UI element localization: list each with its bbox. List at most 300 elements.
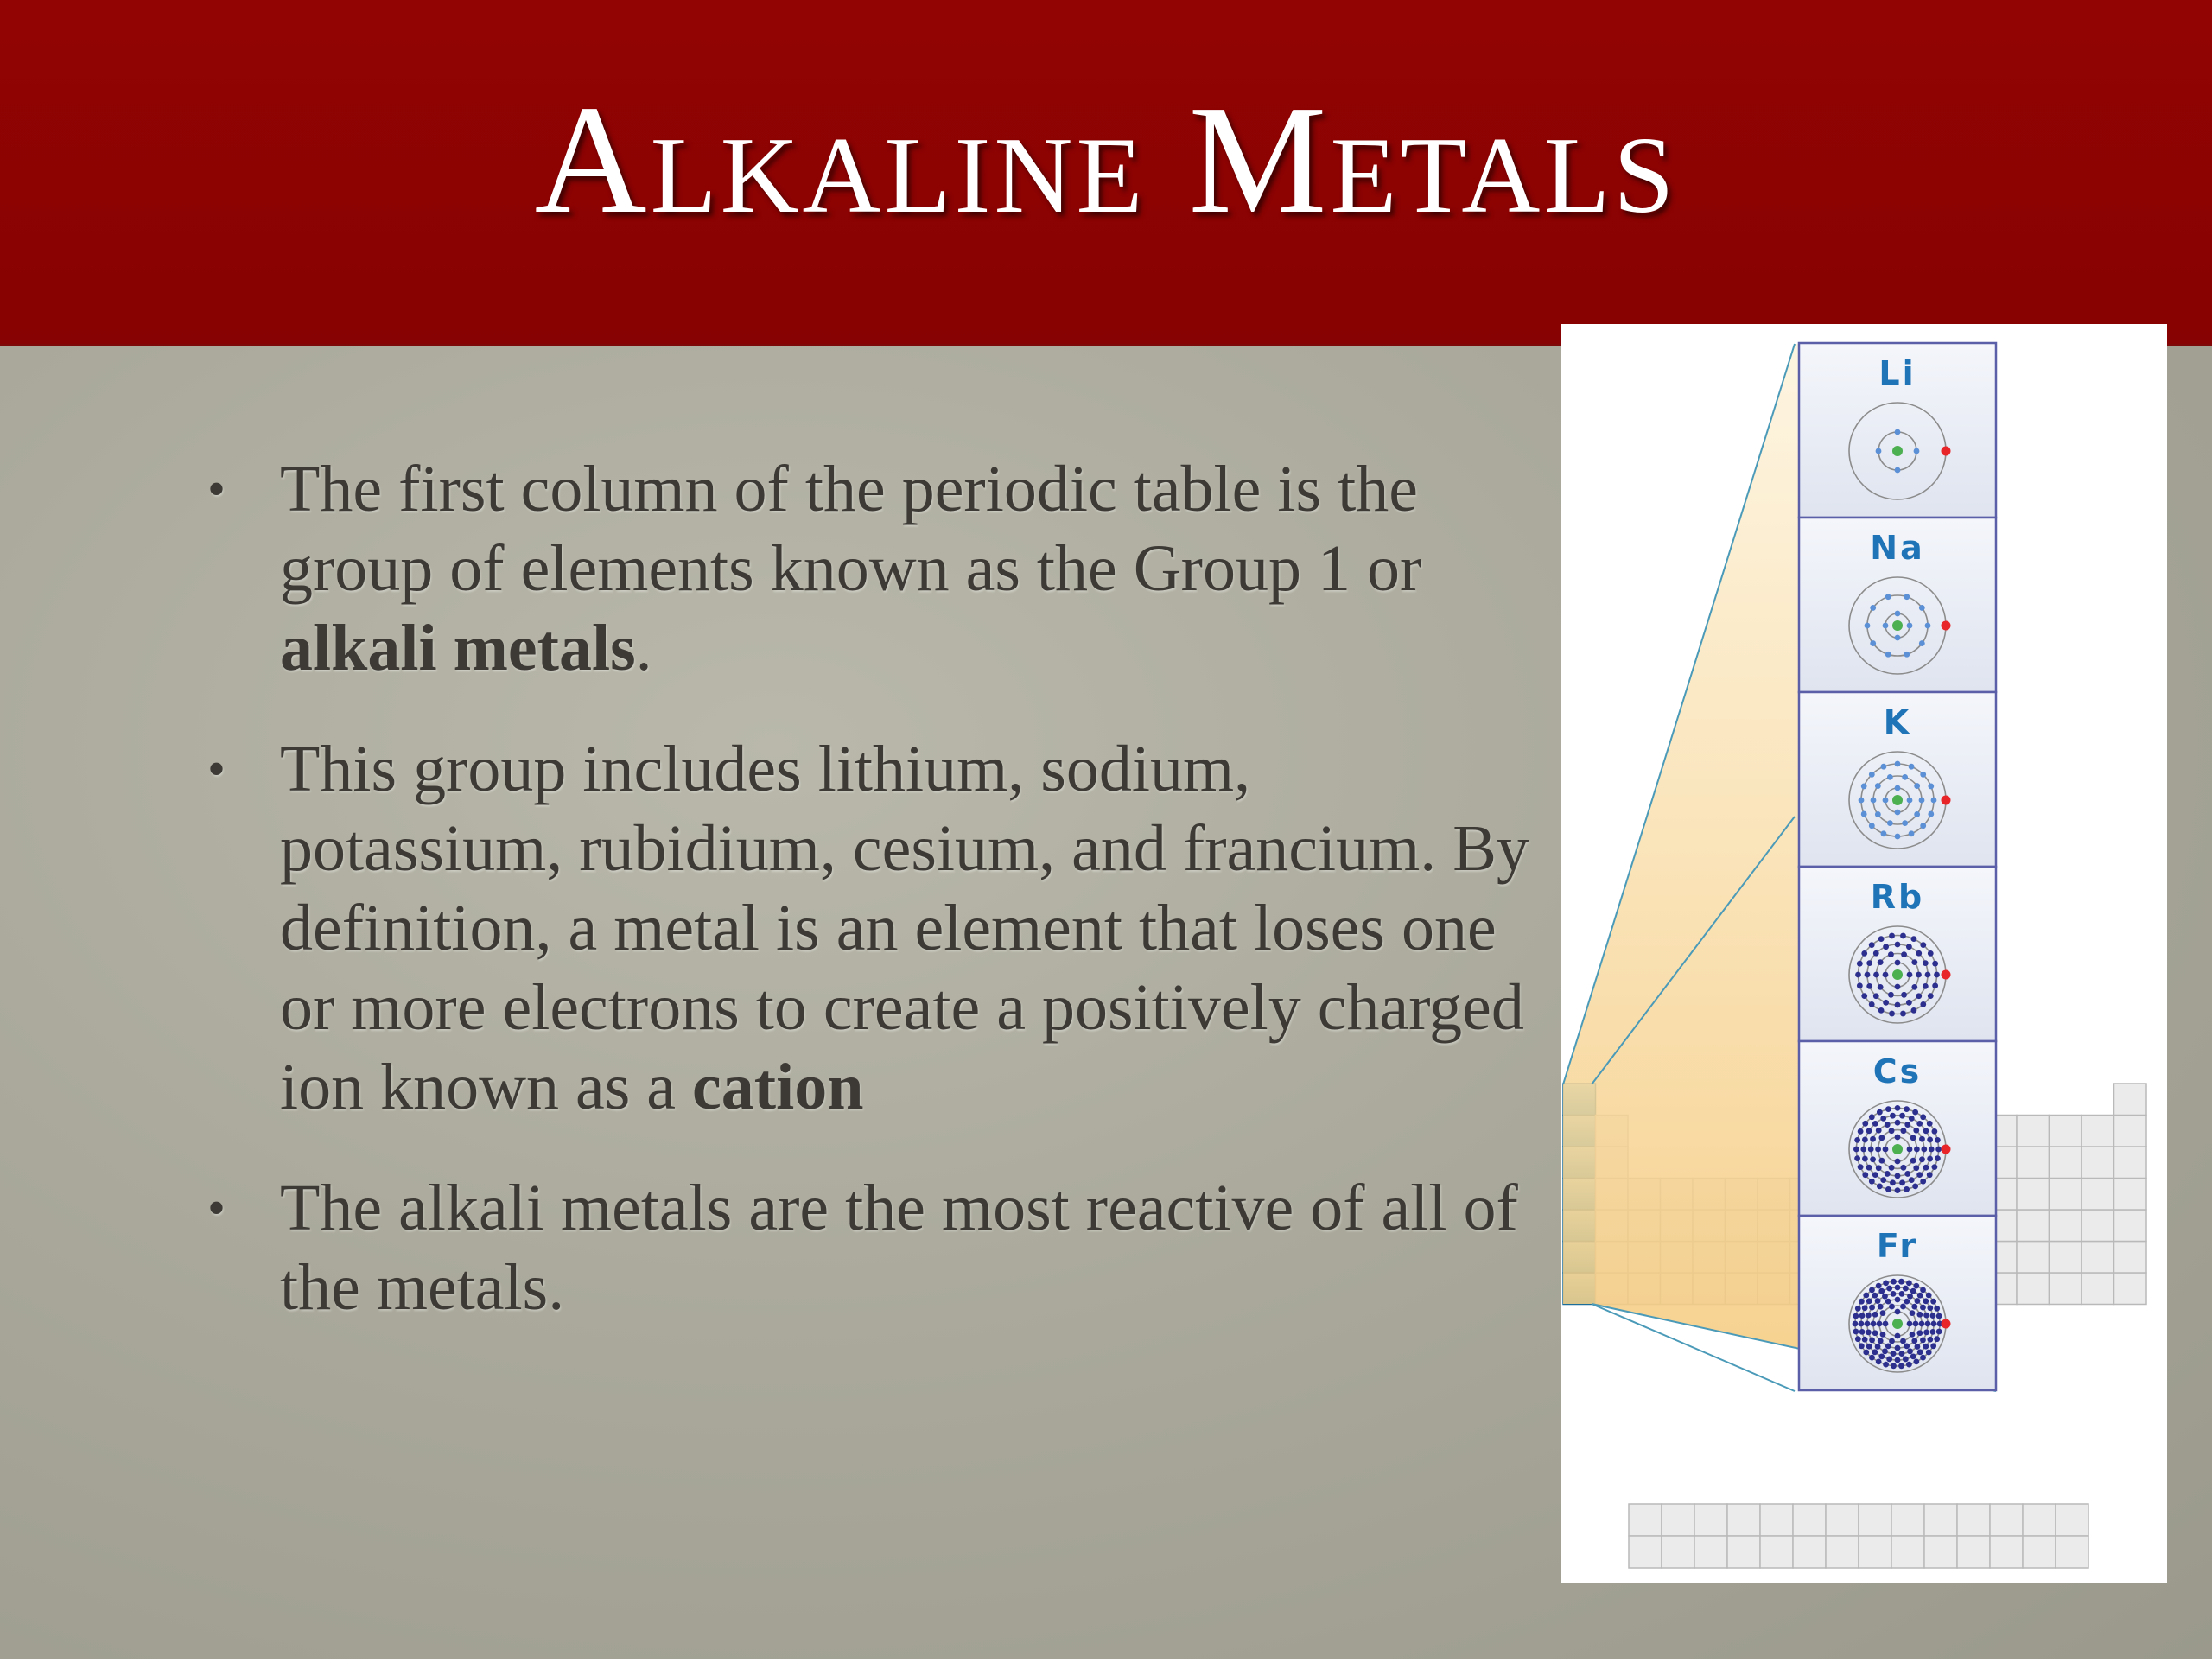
electron	[1911, 936, 1917, 942]
electron	[1911, 984, 1917, 990]
table-cell	[1990, 1504, 2023, 1536]
table-cell	[2050, 1147, 2082, 1179]
electron	[1910, 1288, 1916, 1294]
electron	[1891, 1291, 1897, 1297]
electron	[1883, 1147, 1889, 1153]
valence-electron	[1942, 796, 1951, 805]
table-cell	[2114, 1084, 2147, 1116]
electron	[1904, 594, 1910, 600]
electron	[1907, 798, 1913, 804]
electron	[1891, 1351, 1897, 1357]
electron	[1920, 1001, 1926, 1007]
electron	[1866, 983, 1872, 989]
electron	[1858, 1128, 1864, 1135]
electron	[1886, 1357, 1892, 1363]
electron	[1885, 1106, 1891, 1112]
table-cell	[2082, 1179, 2114, 1211]
electron	[1895, 761, 1901, 767]
element-card-li	[1799, 343, 1996, 518]
electron	[1923, 1165, 1929, 1171]
table-cell	[2017, 1147, 2050, 1179]
table-cell	[2082, 1116, 2114, 1147]
element-symbol: Na	[1870, 529, 1925, 567]
electron	[1907, 623, 1913, 629]
electron	[1875, 1298, 1881, 1304]
electron	[1869, 1338, 1875, 1344]
electron	[1901, 992, 1907, 998]
electron	[1930, 1343, 1936, 1349]
electron	[1866, 1344, 1872, 1350]
electron	[1907, 1294, 1913, 1300]
element-cards	[1799, 343, 1996, 1390]
electron	[1889, 933, 1895, 939]
electron	[1920, 1114, 1926, 1120]
electron	[1865, 623, 1871, 629]
electron	[1859, 1321, 1865, 1327]
electron	[1895, 1333, 1901, 1339]
electron	[1910, 1310, 1916, 1316]
electron	[1878, 1135, 1885, 1141]
electron	[1880, 1332, 1886, 1338]
electron	[1866, 1298, 1872, 1304]
table-cell	[1924, 1504, 1957, 1536]
electron	[1865, 1321, 1871, 1327]
bullet-item-1: • The first column of the periodic table is the group of elements known as the Group 1 or alkali metals.	[207, 449, 1538, 688]
electron	[1900, 1304, 1906, 1310]
electron	[1919, 1136, 1925, 1142]
electron	[1869, 1305, 1875, 1311]
table-cell	[2017, 1273, 2050, 1305]
electron	[1934, 1306, 1940, 1312]
electron	[1862, 1121, 1868, 1127]
electron	[1921, 1147, 1927, 1153]
electron	[1904, 1343, 1910, 1349]
electron	[1916, 1172, 1923, 1178]
electron	[1913, 1165, 1919, 1171]
electron	[1930, 1329, 1936, 1335]
electron	[1878, 1353, 1885, 1359]
electron	[1895, 1309, 1901, 1315]
electron	[1914, 811, 1920, 817]
electron	[1915, 1298, 1921, 1304]
table-cell	[1826, 1536, 1859, 1568]
electron	[1881, 830, 1887, 836]
bullet-icon: •	[207, 1179, 226, 1236]
electron	[1899, 1179, 1905, 1185]
electron	[1877, 1183, 1883, 1189]
electron	[1898, 1279, 1904, 1285]
electron	[1903, 1286, 1909, 1292]
electron	[1895, 785, 1901, 791]
element-card-na	[1799, 518, 1996, 692]
electron	[1923, 1298, 1929, 1304]
electron	[1876, 448, 1882, 454]
electron	[1906, 1362, 1912, 1368]
electron	[1910, 1135, 1916, 1141]
electron	[1910, 1158, 1916, 1164]
electron	[1904, 652, 1910, 658]
electron	[1917, 1349, 1923, 1355]
electron	[1869, 823, 1875, 829]
electron	[1895, 1297, 1901, 1303]
electron	[1904, 1299, 1910, 1305]
electron	[1869, 772, 1875, 778]
valence-electron	[1942, 447, 1951, 456]
electron	[1926, 1293, 1932, 1299]
electron	[1919, 798, 1925, 804]
table-cell	[2050, 1273, 2082, 1305]
electron	[1935, 1155, 1941, 1161]
slide-title: Alkaline Metals	[534, 73, 1678, 245]
table-cell	[1859, 1536, 1891, 1568]
electron	[1920, 1287, 1926, 1293]
nucleus	[1892, 795, 1903, 805]
electron	[1928, 950, 1934, 957]
electron	[1934, 1336, 1940, 1342]
electron	[1883, 798, 1889, 804]
electron	[1927, 1137, 1933, 1143]
electron	[1927, 1305, 1933, 1311]
electron	[1862, 1137, 1868, 1143]
electron	[1863, 1293, 1869, 1299]
electron	[1906, 944, 1912, 950]
table-cell	[1990, 1536, 2023, 1568]
electron	[1883, 623, 1889, 629]
electron	[1923, 1329, 1929, 1335]
electron	[1878, 984, 1884, 990]
electron	[1902, 820, 1908, 826]
electron	[1889, 1011, 1895, 1017]
electron	[1861, 784, 1867, 790]
electron	[1885, 1171, 1891, 1177]
electron	[1857, 982, 1863, 988]
electron	[1901, 951, 1907, 957]
electron	[1911, 1304, 1917, 1310]
element-card-cs	[1799, 1041, 1996, 1216]
electron	[1885, 1186, 1891, 1192]
electron	[1861, 950, 1867, 957]
table-cell	[2082, 1147, 2114, 1179]
electron	[1928, 811, 1934, 817]
electron	[1870, 605, 1876, 611]
electron	[1855, 972, 1861, 978]
electron	[1877, 1321, 1883, 1327]
electron	[1909, 1177, 1915, 1183]
electron	[1885, 1343, 1891, 1349]
table-cell	[2114, 1242, 2147, 1274]
electron	[1920, 1338, 1926, 1344]
electron	[1916, 972, 1922, 978]
electron	[1895, 1345, 1901, 1351]
electron	[1859, 798, 1865, 804]
electron	[1904, 1186, 1910, 1192]
table-cell	[2114, 1147, 2147, 1179]
table-cell	[1891, 1536, 1924, 1568]
electron	[1895, 984, 1901, 990]
electron	[1872, 1349, 1878, 1355]
electron	[1900, 933, 1906, 939]
electron	[1909, 764, 1915, 770]
electron	[1904, 1122, 1910, 1128]
electron	[1923, 983, 1929, 989]
table-cell	[2082, 1273, 2114, 1305]
nucleus	[1892, 446, 1903, 456]
table-cell	[2050, 1179, 2082, 1211]
electron	[1914, 1147, 1920, 1153]
bullet-item-2: • This group includes lithium, sodium, potassium, rubidium, cesium, and francium. By definition, a metal is an element that loses one or more electrons to create a positively charged ion known as a cation	[207, 729, 1538, 1127]
bullet-icon: •	[207, 741, 226, 798]
electron	[1891, 1279, 1897, 1285]
electron	[1895, 1187, 1901, 1193]
electron	[1855, 1306, 1861, 1312]
electron	[1920, 823, 1926, 829]
electron	[1876, 1358, 1882, 1364]
electron	[1923, 1344, 1929, 1350]
electron	[1873, 993, 1879, 999]
electron	[1880, 1310, 1886, 1316]
electron	[1913, 1358, 1919, 1364]
electron	[1931, 1128, 1937, 1135]
electron	[1866, 960, 1872, 966]
nucleus	[1892, 620, 1903, 631]
electron	[1889, 1338, 1895, 1344]
element-card-k	[1799, 692, 1996, 867]
electron	[1869, 942, 1875, 948]
electron	[1866, 1128, 1872, 1134]
electron	[1895, 834, 1901, 840]
electron	[1915, 1344, 1921, 1350]
electron	[1869, 1001, 1875, 1007]
bullet-list	[207, 449, 1538, 1369]
electron	[1895, 611, 1901, 617]
electron	[1865, 972, 1871, 978]
alkali-metals-figure	[1561, 324, 2167, 1583]
bullet-icon: •	[207, 461, 226, 518]
electron	[1888, 992, 1894, 998]
electron	[1854, 1155, 1860, 1161]
electron	[1875, 811, 1881, 817]
table-cell	[1760, 1536, 1793, 1568]
electron	[1869, 1355, 1875, 1361]
electron	[1903, 1357, 1909, 1363]
electron	[1919, 605, 1925, 611]
electron	[1853, 1321, 1859, 1327]
electron	[1909, 1116, 1915, 1122]
electron	[1891, 1363, 1897, 1369]
electron	[1911, 1338, 1917, 1344]
electron	[1869, 1179, 1875, 1185]
electron	[1909, 830, 1915, 836]
electron	[1859, 1343, 1865, 1349]
electron	[1883, 1000, 1889, 1006]
electron	[1900, 1011, 1906, 1017]
table-cell	[1760, 1504, 1793, 1536]
electron	[1870, 640, 1876, 646]
table-cell	[1793, 1504, 1826, 1536]
electron	[1920, 772, 1926, 778]
table-cell	[2023, 1536, 2056, 1568]
electron	[1872, 1172, 1878, 1178]
table-cell	[2017, 1179, 2050, 1211]
electron	[1862, 1305, 1868, 1311]
electron	[1878, 1007, 1885, 1014]
electron	[1914, 783, 1920, 789]
electron	[1882, 1294, 1888, 1300]
electron	[1859, 1313, 1866, 1319]
electron	[1935, 1137, 1941, 1143]
electron	[1913, 1128, 1919, 1134]
electron	[1854, 1137, 1860, 1143]
table-cell	[1662, 1504, 1694, 1536]
electron	[1907, 1147, 1913, 1153]
electron	[1878, 1158, 1885, 1164]
electron	[1872, 1293, 1878, 1299]
electron	[1853, 1147, 1859, 1153]
electron	[1878, 1304, 1884, 1310]
valence-electron	[1942, 1145, 1951, 1154]
electron	[1871, 798, 1877, 804]
electron	[1907, 972, 1913, 978]
electron	[1904, 1171, 1910, 1177]
table-cell	[2017, 1242, 2050, 1274]
electron	[1895, 1105, 1901, 1111]
electron	[1853, 1329, 1859, 1335]
electron	[1923, 1313, 1929, 1319]
electron	[1878, 1288, 1885, 1294]
electron	[1920, 942, 1926, 948]
electron	[1859, 1329, 1866, 1335]
table-cell	[2082, 1210, 2114, 1242]
electron	[1871, 1321, 1877, 1327]
electron	[1899, 1351, 1905, 1357]
electron	[1925, 972, 1931, 978]
electron	[1916, 993, 1922, 999]
electron	[1899, 1113, 1905, 1119]
periodic-table-diagram	[1561, 324, 2167, 1583]
electron	[1895, 1159, 1901, 1165]
electron	[1917, 1293, 1923, 1299]
electron	[1880, 1116, 1886, 1122]
electron	[1930, 1313, 1936, 1319]
electron	[1927, 1121, 1933, 1127]
electron	[1875, 1344, 1881, 1350]
electron	[1901, 1165, 1907, 1171]
electron	[1934, 972, 1940, 978]
electron	[1878, 936, 1885, 942]
electron	[1887, 774, 1893, 780]
electron	[1883, 1321, 1889, 1327]
electron	[1888, 951, 1894, 957]
electron	[1925, 1321, 1931, 1327]
electron	[1878, 1338, 1884, 1344]
electron	[1931, 1164, 1937, 1170]
electron	[1912, 1183, 1918, 1189]
electron	[1889, 1165, 1895, 1171]
valence-electron	[1942, 1319, 1951, 1329]
table-cell	[1629, 1536, 1662, 1568]
electron	[1907, 1348, 1913, 1354]
electron	[1885, 594, 1891, 600]
table-cell	[2017, 1116, 2050, 1147]
element-symbol: Fr	[1876, 1227, 1919, 1265]
electron	[1853, 1313, 1859, 1319]
electron	[1872, 1312, 1878, 1318]
table-cell	[2023, 1504, 2056, 1536]
electron	[1889, 1304, 1895, 1310]
table-cell	[1826, 1504, 1859, 1536]
nucleus	[1892, 1319, 1903, 1329]
electron	[1895, 1357, 1901, 1363]
electron	[1895, 960, 1901, 966]
electron	[1872, 1330, 1878, 1336]
table-cell	[1957, 1536, 1990, 1568]
electron	[1932, 961, 1938, 967]
electron	[1931, 798, 1937, 804]
electron	[1873, 972, 1879, 978]
electron	[1895, 942, 1901, 948]
electron	[1885, 1299, 1891, 1305]
electron	[1855, 1336, 1861, 1342]
element-symbol: Li	[1878, 354, 1916, 392]
electron	[1859, 1299, 1865, 1305]
electron	[1878, 959, 1884, 965]
electron	[1870, 1156, 1876, 1162]
electron	[1895, 635, 1901, 641]
electron	[1857, 961, 1863, 967]
table-cell	[1662, 1536, 1694, 1568]
electron	[1861, 811, 1867, 817]
electron	[1898, 1363, 1904, 1369]
electron	[1876, 1165, 1882, 1171]
table-cell	[2017, 1210, 2050, 1242]
element-card-rb	[1799, 867, 1996, 1041]
electron	[1920, 1355, 1926, 1361]
electron	[1883, 1362, 1889, 1368]
electron	[1883, 944, 1889, 950]
electron	[1872, 1121, 1878, 1127]
electron	[1916, 1312, 1923, 1318]
electron	[1920, 1305, 1926, 1311]
electron	[1866, 1329, 1872, 1335]
electron	[1906, 1280, 1912, 1286]
electron	[1904, 1106, 1910, 1112]
table-cell	[1694, 1504, 1727, 1536]
electron	[1886, 1286, 1892, 1292]
nucleus	[1892, 1144, 1903, 1154]
electron	[1873, 950, 1879, 957]
electron	[1895, 810, 1901, 816]
electron	[1912, 1109, 1918, 1116]
electron	[1876, 1128, 1882, 1134]
electron	[1929, 1147, 1935, 1153]
electron	[1868, 1147, 1874, 1153]
table-cell	[2082, 1242, 2114, 1274]
electron	[1895, 1173, 1901, 1179]
electron	[1866, 1313, 1872, 1319]
electron	[1927, 1156, 1933, 1162]
electron	[1862, 1172, 1868, 1178]
electron	[1881, 764, 1887, 770]
electron	[1936, 1313, 1942, 1319]
table-cell	[2056, 1536, 2088, 1568]
electron	[1895, 1120, 1901, 1126]
electron	[1875, 783, 1881, 789]
table-cell	[2114, 1179, 2147, 1211]
electron	[1895, 467, 1901, 474]
table-cell	[1891, 1504, 1924, 1536]
electron	[1869, 1114, 1875, 1120]
electron	[1910, 1353, 1916, 1359]
